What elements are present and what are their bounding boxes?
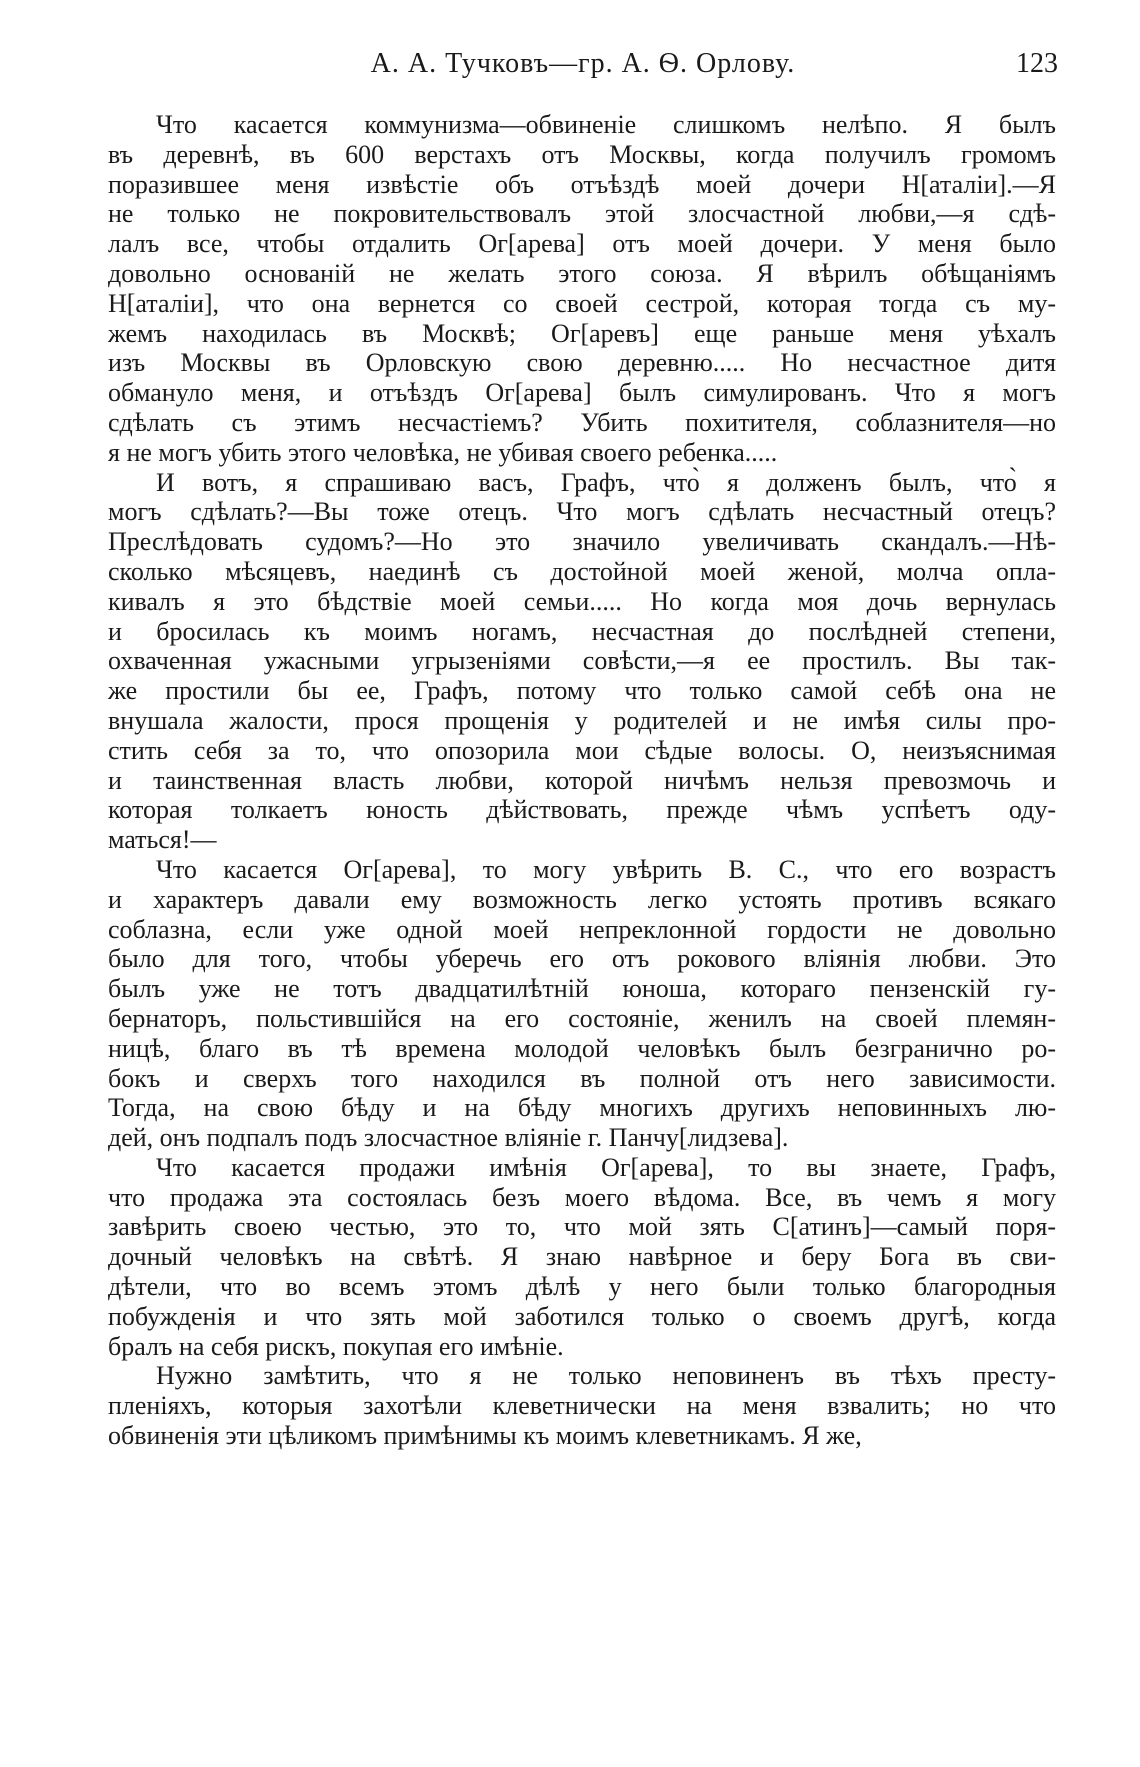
paragraph — [108, 1361, 1056, 1450]
text-line: бралъ на себя рискъ, покупая его имѣніе. — [108, 1331, 564, 1361]
text-line: жемъ находилась въ Москвѣ; Ог[аревъ] еще раньше меня уѣхалъ — [108, 318, 1056, 348]
text-line: довольно основаній не желать этого союза. Я вѣрилъ обѣщаніямъ — [108, 258, 1056, 288]
text-line: могъ сдѣлать?—Вы тоже отецъ. Что могъ сдѣлать несчастный отецъ? — [108, 497, 1056, 527]
text-line: дочный человѣкъ на свѣтѣ. Я знаю навѣрное и беру Бога въ сви- — [108, 1242, 1056, 1272]
text-line: и характеръ давали ему возможность легко устоять противъ всякаго — [108, 884, 1056, 914]
text-line: обвиненія эти цѣликомъ примѣнимы къ моимъ клеветникамъ. Я же, — [108, 1421, 862, 1451]
text-line: И вотъ, я спрашиваю васъ, Графъ, что̀ я долженъ былъ, что̀ я — [156, 467, 1056, 497]
text-line: же простили бы ее, Графъ, потому что только самой себѣ она не — [108, 676, 1056, 706]
text-line: Нужно замѣтить, что я не только неповиненъ въ тѣхъ престу- — [156, 1361, 1056, 1391]
text-line: Что касается продажи имѣнія Ог[арева], то вы знаете, Графъ, — [156, 1152, 1056, 1182]
running-title: А. А. Тучковъ—гр. А. Ѳ. Орлову. — [370, 48, 796, 79]
text-line: и таинственная власть любви, которой ничѣмъ нельзя превозмочь и — [108, 765, 1056, 795]
text-line: завѣрить своею честью, это то, что мой зять С[атинъ]—самый поря- — [108, 1212, 1056, 1242]
text-line: Тогда, на свою бѣду и на бѣду многихъ другихъ неповинныхъ лю- — [108, 1093, 1056, 1123]
text-line: бокъ и сверхъ того находился въ полной отъ него зависимости. — [108, 1063, 1056, 1093]
text-line: охваченная ужасными угрызеніями совѣсти,—я ее простилъ. Вы так- — [108, 646, 1056, 676]
text-line: пленіяхъ, которыя захотѣли клеветнически на меня взвалить; но что — [108, 1391, 1056, 1421]
page-header — [108, 48, 1058, 88]
text-line: которая толкаетъ юность дѣйствовать, прежде чѣмъ успѣетъ оду- — [108, 795, 1056, 825]
text-line: Что касается коммунизма—обвиненіе слишкомъ нелѣпо. Я былъ — [156, 110, 1056, 139]
paragraph — [108, 855, 1056, 1153]
text-line: я не могъ убить этого человѣка, не убивая своего ребенка..... — [108, 437, 778, 467]
text-line: и бросилась къ моимъ ногамъ, несчастная до послѣдней степени, — [108, 616, 1056, 646]
text-line: Н[аталіи], что она вернется со своей сестрой, которая тогда съ му- — [108, 288, 1056, 318]
text-line: обмануло меня, и отъѣздъ Ог[арева] былъ симулированъ. Что я могъ — [108, 378, 1056, 408]
text-line: стить себя за то, что опозорила мои сѣдые волосы. О, неизъяснимая — [108, 735, 1056, 765]
text-line: лалъ все, чтобы отдалить Ог[арева] отъ моей дочери. У меня было — [108, 229, 1056, 259]
text-line: побужденія и что зять мой заботился только о своемъ другѣ, когда — [108, 1301, 1056, 1331]
text-line: поразившее меня извѣстіе объ отъѣздѣ моей дочери Н[аталіи].—Я — [108, 169, 1056, 199]
paragraph — [108, 468, 1056, 855]
paragraph — [108, 110, 1056, 468]
text-line: дей, онъ подпалъ подъ злосчастное вліяніе г. Панчу[лидзева]. — [108, 1123, 789, 1153]
text-line: внушала жалости, прося прощенія у родителей и не имѣя силы про- — [108, 705, 1056, 735]
text-line: Что касается Ог[арева], то могу увѣрить В. С., что его возрастъ — [156, 854, 1056, 884]
text-line: въ деревнѣ, въ 600 верстахъ отъ Москвы, когда получилъ громомъ — [108, 139, 1056, 169]
text-line: Преслѣдовать судомъ?—Но это значило увеличивать скандалъ.—Нѣ- — [108, 527, 1056, 557]
text-line: дѣтели, что во всемъ этомъ дѣлѣ у него были только благородныя — [108, 1272, 1056, 1302]
text-line: сдѣлать съ этимъ несчастіемъ? Убить похитителя, соблазнителя—но — [108, 407, 1056, 437]
text-line: маться!— — [108, 825, 217, 855]
page-number: 123 — [1016, 48, 1058, 79]
text-line: не только не покровительствовалъ этой злосчастной любви,—я сдѣ- — [108, 199, 1056, 229]
text-line: было для того, чтобы уберечь его отъ рокового вліянія любви. Это — [108, 944, 1056, 974]
text-line: изъ Москвы въ Орловскую свою деревню..... Но несчастное дитя — [108, 348, 1056, 378]
body-text — [108, 110, 1056, 1451]
text-line: что продажа эта состоялась безъ моего вѣдома. Все, въ чемъ я могу — [108, 1182, 1056, 1212]
text-line: сколько мѣсяцевъ, наединѣ съ достойной моей женой, молча опла- — [108, 556, 1056, 586]
text-line: кивалъ я это бѣдствіе моей семьи..... Но когда моя дочь вернулась — [108, 586, 1056, 616]
text-line: бернаторъ, польстившійся на его состояніе, женилъ на своей племян- — [108, 1003, 1056, 1033]
text-line: соблазна, если уже одной моей непреклонной гордости не довольно — [108, 914, 1056, 944]
text-line: былъ уже не тотъ двадцатилѣтній юноша, котораго пензенскій гу- — [108, 974, 1056, 1004]
text-line: ницѣ, благо въ тѣ времена молодой человѣкъ былъ безгранично ро- — [108, 1033, 1056, 1063]
paragraph — [108, 1153, 1056, 1362]
